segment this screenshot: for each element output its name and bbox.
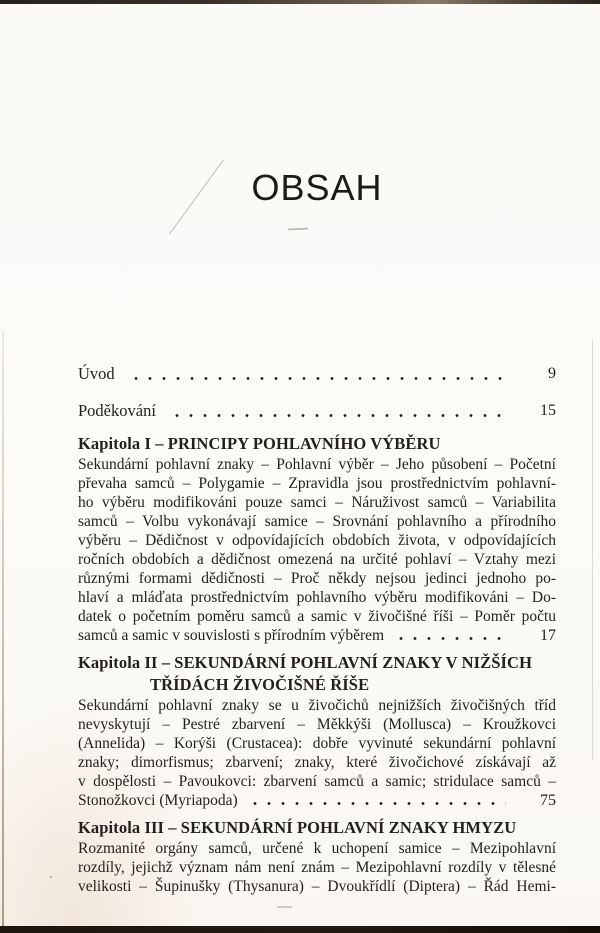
- chapter-description-line: ho výběru modifikováni pouze samci – Náruživost samců – Variabilita: [78, 494, 556, 511]
- scan-top-edge: [0, 0, 600, 4]
- chapter-page-number: 17: [540, 627, 556, 644]
- chapter-last-line-text: samců a samic v souvislosti s přírodním výběrem: [78, 627, 385, 644]
- toc-entry: [78, 400, 556, 422]
- chapter-description-line: Sekundární pohlavní znaky – Pohlavní výběr – Jeho působení – Početní: [78, 456, 556, 473]
- toc-entry-page-number: 9: [548, 365, 556, 382]
- page-title: OBSAH: [251, 167, 383, 208]
- toc-entry-label: Poděkování: [78, 401, 156, 420]
- dot-leader: [246, 801, 506, 806]
- chapter-heading: [78, 652, 556, 696]
- toc-chapter: [78, 433, 556, 645]
- scan-speck-artifact: [50, 876, 52, 878]
- scan-bottom-edge: [0, 926, 600, 933]
- toc-entry: [78, 363, 556, 385]
- chapter-description-line: datek o početním poměru samců a samic v živočišné říši – Poměr počtu: [78, 608, 556, 625]
- chapter-description: [78, 839, 556, 896]
- toc-chapter: [78, 652, 556, 810]
- chapter-description-line: hlaví a mláďata prostřednictvím pohlavního výběru modifikováni – Do-: [78, 589, 556, 606]
- toc-chapters: [78, 433, 556, 896]
- chapter-heading: [78, 433, 556, 455]
- chapter-description-line: (Annelida) – Korýši (Crustacea): dobře vyvinuté sekundární pohlavní: [78, 735, 556, 752]
- chapter-description: [78, 696, 556, 810]
- chapter-heading: [78, 817, 556, 839]
- chapter-description-line: Rozmanité orgány samců, určené k uchopení samice – Mezipohlavní: [78, 840, 556, 857]
- chapter-page-number: 75: [540, 792, 556, 809]
- chapter-heading-line: Kapitola III – SEKUNDÁRNÍ POHLAVNÍ ZNAKY HMYZU: [78, 818, 517, 837]
- scan-right-edge: [592, 340, 593, 760]
- chapter-description-line: nevyskytují – Pestré zbarvení – Měkkýši (Mollusca) – Kroužkovci: [78, 716, 556, 733]
- chapter-description-line: znaky; dimorfismus; zbarvení; znaky, které živočichové získávají až: [78, 754, 556, 771]
- chapter-heading-line: Kapitola I – PRINCIPY POHLAVNÍHO VÝBĚRU: [78, 434, 441, 453]
- chapter-description-line: různými formami dědičnosti – Proč někdy nejsou jedinci jednoho po-: [78, 570, 556, 587]
- scan-smudge-artifact: [277, 906, 292, 908]
- chapter-description-line: velikosti – Šupinušky (Thysanura) – Dvoukřídlí (Diptera) – Řád Hemi-: [78, 878, 556, 895]
- chapter-heading-line: Kapitola II – SEKUNDÁRNÍ POHLAVNÍ ZNAKY V NIŽŠÍCH: [78, 653, 533, 672]
- toc-entry-label: Úvod: [78, 364, 115, 383]
- chapter-last-line-row: [78, 626, 556, 645]
- scan-left-edge: [2, 330, 4, 926]
- chapter-last-line-text: Stonožkovci (Myriapoda): [78, 792, 238, 809]
- chapter-description-line: ročních obdobích a dědičnost omezená na určité pohlaví – Vztahy mezi: [78, 551, 556, 568]
- toc-chapter: [78, 817, 556, 896]
- dot-leader: [168, 413, 506, 418]
- chapter-description-line: rozdíly, jejichž význam nám není znám – Mezipohlavní rozdíly v tělesné: [78, 859, 556, 876]
- chapter-description-line: výběru – Dědičnost v odpovídajících obdobích života, v odpovídajících: [78, 532, 556, 549]
- dot-leader: [392, 636, 506, 641]
- toc-front-entries: [78, 363, 556, 422]
- dot-leader: [127, 376, 506, 381]
- chapter-description-line: převaha samců – Polygamie – Zpravidla jsou prostřednictvím pohlavní-: [78, 475, 556, 492]
- chapter-description-line: Sekundární pohlavní znaky se u živočichů nejnižších živočišných tříd: [78, 697, 556, 714]
- chapter-description-line: samců – Volbu vykonávají samice – Srovnání pohlavního a přírodního: [78, 513, 556, 530]
- chapter-last-line-row: [78, 791, 556, 810]
- chapter-description: [78, 455, 556, 645]
- chapter-heading-line: TŘÍDÁCH ŽIVOČIŠNÉ ŘÍŠE: [150, 675, 370, 694]
- toc-entry-page-number: 15: [540, 402, 556, 419]
- chapter-description-line: v dospělosti – Pavoukovci: zbarvení samců a samic; stridulace samců –: [78, 773, 556, 790]
